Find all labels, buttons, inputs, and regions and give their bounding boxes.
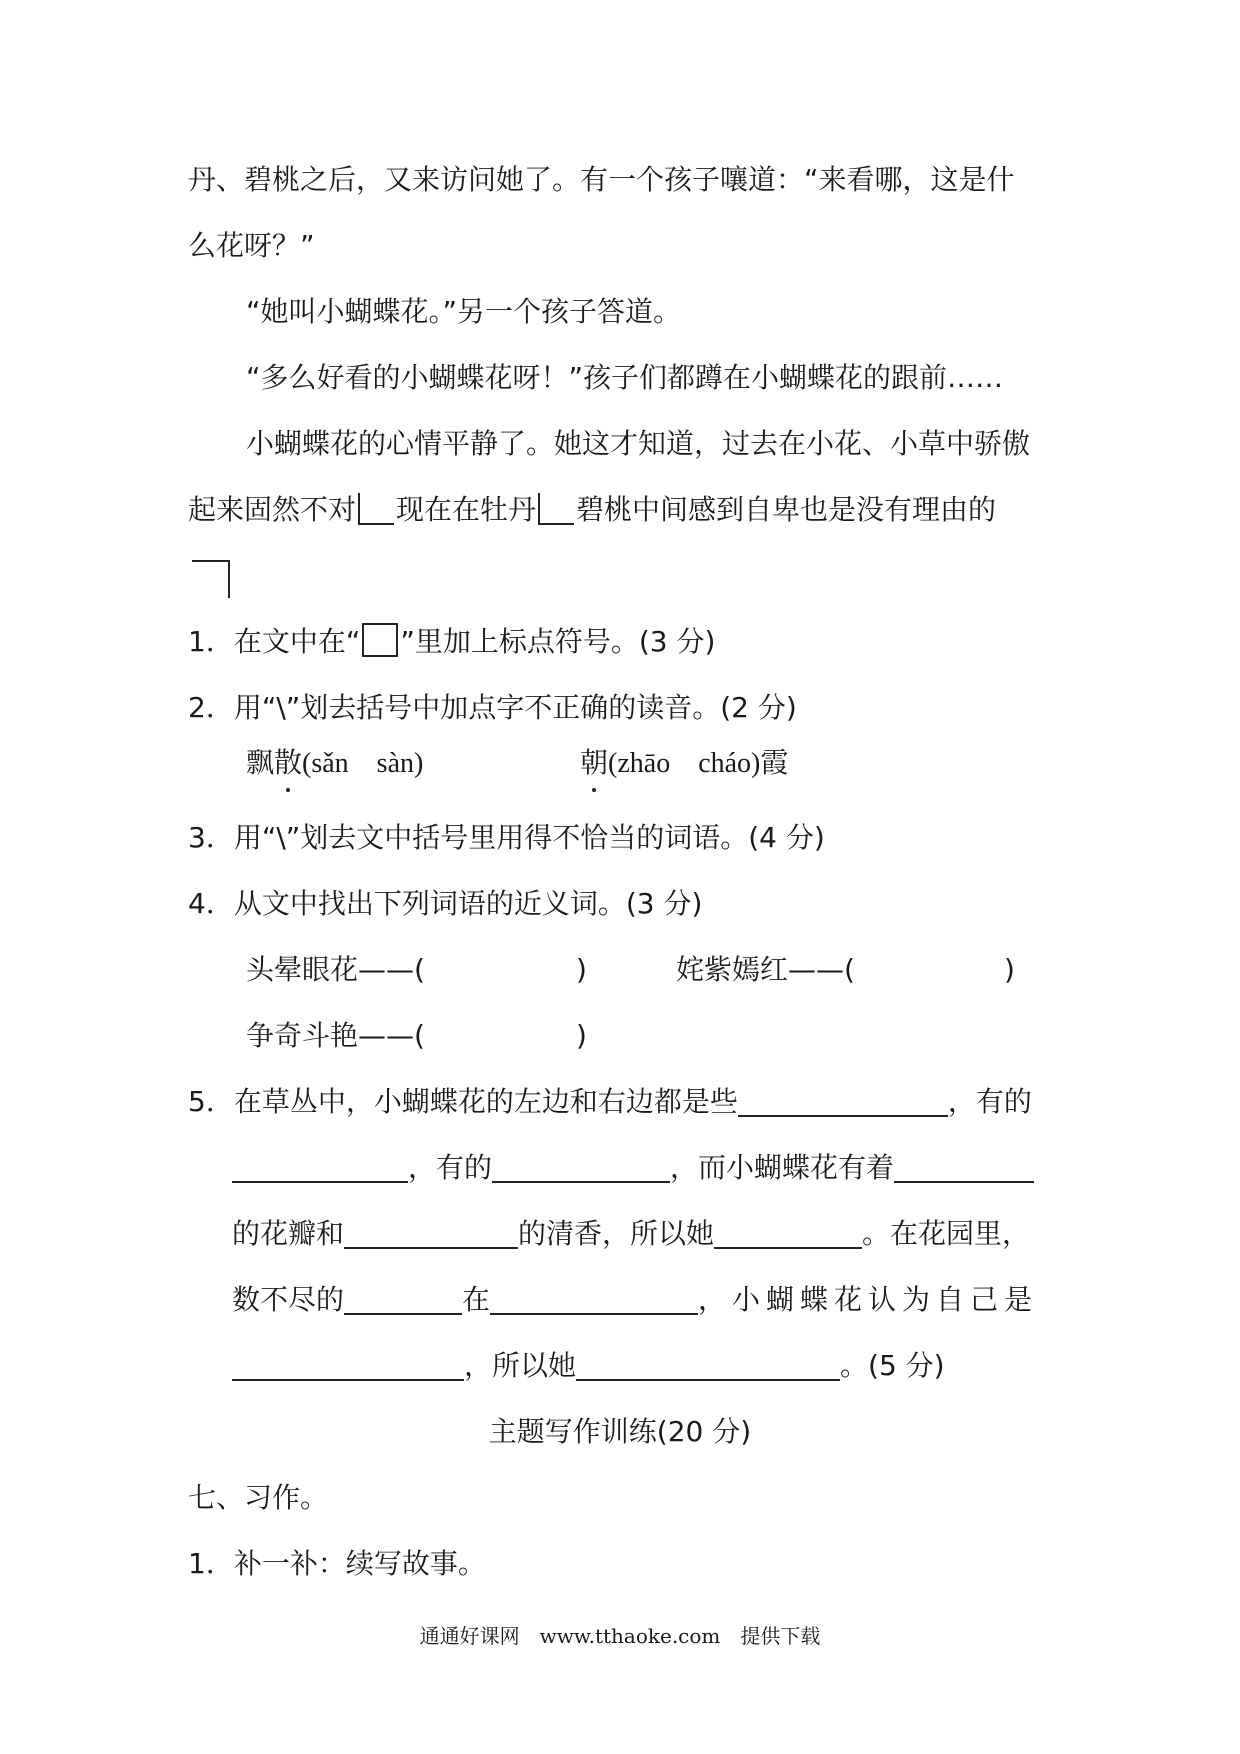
question-5-text-10: ，小蝴蝶花认为自己是 xyxy=(698,1283,1039,1316)
question-5-text-5: 的花瓣和 xyxy=(232,1217,345,1250)
question-4-answer-2-close[interactable]: ) xyxy=(1004,953,1015,986)
answer-blank-3[interactable] xyxy=(492,1151,670,1183)
answer-blank-7[interactable] xyxy=(344,1283,462,1315)
passage-line-6 xyxy=(188,490,996,530)
punctuation-box-2[interactable] xyxy=(538,493,574,525)
passage-line-6-part-a: 起来固然不对 xyxy=(188,493,357,526)
footer-source: 通通好课网 www.tthaoke.com 提供下载 xyxy=(419,1624,821,1648)
answer-blank-9[interactable] xyxy=(232,1349,464,1381)
question-5-line-4 xyxy=(232,1280,1038,1320)
question-5-text-3: ，有的 xyxy=(408,1151,493,1184)
question-4-word-3: 争奇斗艳——( xyxy=(246,1019,425,1052)
question-3: 3．用“\”划去文中括号里用得不恰当的词语。(4 分) xyxy=(188,821,825,854)
question-2-item-2-readings[interactable]: (zhāo cháo)霞 xyxy=(608,748,789,779)
question-2-item-2 xyxy=(580,744,788,784)
question-4-answer-1-close[interactable]: ) xyxy=(576,953,587,986)
question-1-part-a: 1．在文中在“ xyxy=(188,625,361,658)
punctuation-box-sample xyxy=(362,623,398,657)
passage-line-3: “她叫小蝴蝶花。”另一个孩子答道。 xyxy=(246,295,682,328)
passage-line-6-part-b: 现在在牡丹 xyxy=(396,493,537,526)
question-2: 2．用“\”划去括号中加点字不正确的读音。(2 分) xyxy=(188,691,797,724)
punctuation-box-3[interactable] xyxy=(192,560,230,598)
answer-blank-6[interactable] xyxy=(714,1217,862,1249)
answer-blank-8[interactable] xyxy=(490,1283,698,1315)
question-1 xyxy=(188,622,715,662)
writing-section-title: 七、习作。 xyxy=(188,1481,329,1514)
question-4: 4．从文中找出下列词语的近义词。(3 分) xyxy=(188,887,703,920)
question-5-line-1 xyxy=(188,1082,1032,1122)
dotted-character-2: 朝 xyxy=(580,744,608,784)
question-5-text-1: 5．在草丛中，小蝴蝶花的左边和右边都是些 xyxy=(188,1085,738,1118)
question-5-line-5 xyxy=(232,1346,945,1386)
question-4-word-1: 头晕眼花——( xyxy=(246,953,425,986)
question-5-text-6: 的清香，所以她 xyxy=(518,1217,715,1250)
passage-line-5: 小蝴蝶花的心情平静了。她这才知道，过去在小花、小草中骄傲 xyxy=(246,427,1031,460)
question-4-answer-3-close[interactable]: ) xyxy=(576,1019,587,1052)
question-5-text-4: ，而小蝴蝶花有着 xyxy=(670,1151,895,1184)
question-5-line-3 xyxy=(232,1214,1030,1254)
answer-blank-1[interactable] xyxy=(738,1085,948,1117)
dotted-character-1: 散 xyxy=(274,744,302,784)
passage-line-2: 么花呀？” xyxy=(188,229,315,262)
passage-line-6-part-c: 碧桃中间感到自卑也是没有理由的 xyxy=(576,493,997,526)
question-5-text-8: 数不尽的 xyxy=(232,1283,345,1316)
question-5-text-12: 。(5 分) xyxy=(840,1349,945,1382)
answer-blank-10[interactable] xyxy=(576,1349,840,1381)
question-2-item-1-prefix: 飘 xyxy=(246,748,275,779)
punctuation-box-1[interactable] xyxy=(358,493,394,525)
question-4-word-2: 姹紫嫣红——( xyxy=(676,953,855,986)
answer-blank-4[interactable] xyxy=(894,1151,1034,1183)
question-2-item-1-readings[interactable]: (sǎn sàn) xyxy=(302,748,424,779)
answer-blank-2[interactable] xyxy=(232,1151,408,1183)
question-5-line-2 xyxy=(232,1148,1034,1188)
writing-heading: 主题写作训练(20 分) xyxy=(488,1415,752,1448)
question-2-item-1 xyxy=(246,744,423,784)
question-1-part-b: ”里加上标点符号。(3 分) xyxy=(400,625,716,658)
question-5-text-2: ，有的 xyxy=(947,1085,1032,1118)
question-5-text-9: 在 xyxy=(462,1283,491,1316)
writing-item-1: 1．补一补：续写故事。 xyxy=(188,1547,486,1580)
answer-blank-5[interactable] xyxy=(344,1217,518,1249)
question-5-text-7: 。在花园里， xyxy=(862,1217,1031,1250)
question-5-text-11: ，所以她 xyxy=(464,1349,577,1382)
passage-line-1: 丹、碧桃之后，又来访问她了。有一个孩子嚷道：“来看哪，这是什 xyxy=(188,163,1015,196)
passage-line-4: “多么好看的小蝴蝶花呀！”孩子们都蹲在小蝴蝶花的跟前…… xyxy=(246,361,1004,394)
